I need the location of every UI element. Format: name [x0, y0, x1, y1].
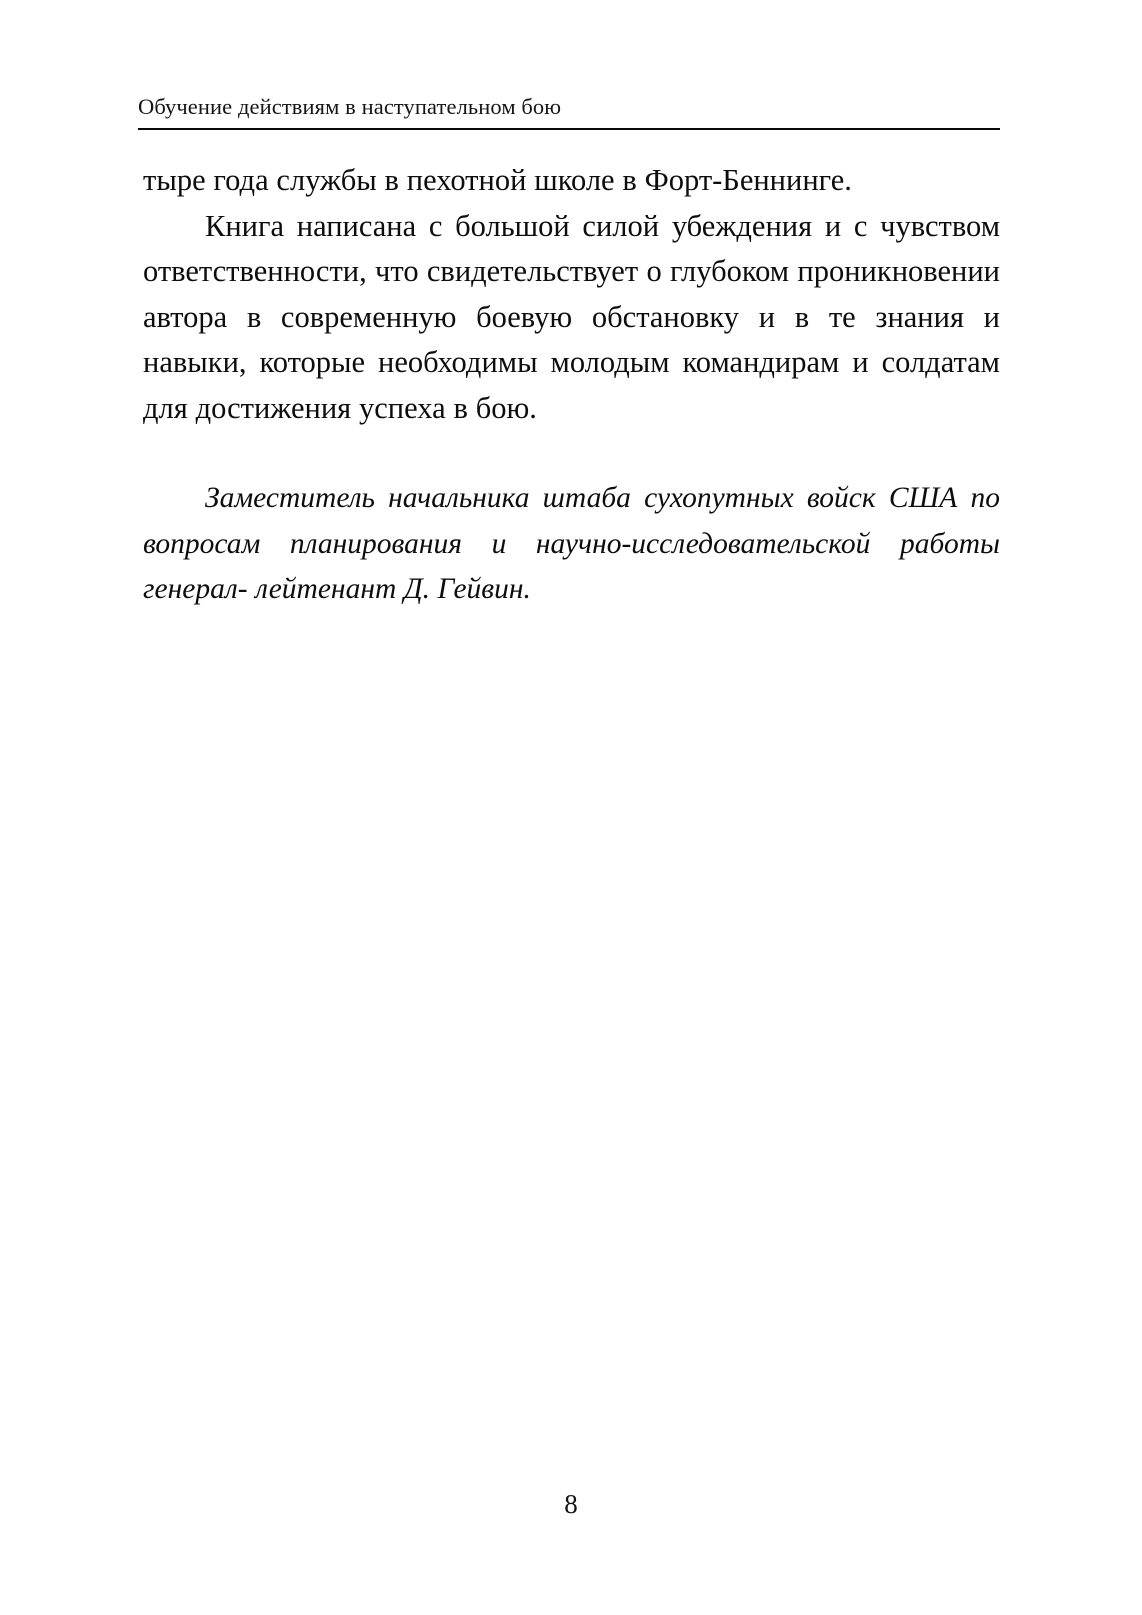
- paragraph-continued: тыре года службы в пехотной школе в Форт-Беннинге.: [143, 163, 852, 197]
- body-text-column: [143, 158, 1000, 613]
- header-divider-rule: [138, 128, 1000, 130]
- page-number: 8: [564, 1489, 578, 1519]
- attribution-signature: Заместитель начальника штаба сухопутных войск США по вопросам планирования и научно-исследовательской работы генерал- лейтенант Д. Гейвин.: [143, 482, 1000, 605]
- running-header: [138, 92, 1000, 130]
- paragraph-spacer: [143, 431, 1000, 476]
- header-title: Обучение действиям в наступательном бою: [138, 94, 562, 119]
- paragraph-book-description: Книга написана с большой силой убеждения и с чувством ответственности, что свидетельствует о глубоком проникновении автора в современную боевую обстановку и в те знания и навыки, которые необходимы молодым командирам и солдатам для достижения успеха в бою.: [143, 208, 1000, 425]
